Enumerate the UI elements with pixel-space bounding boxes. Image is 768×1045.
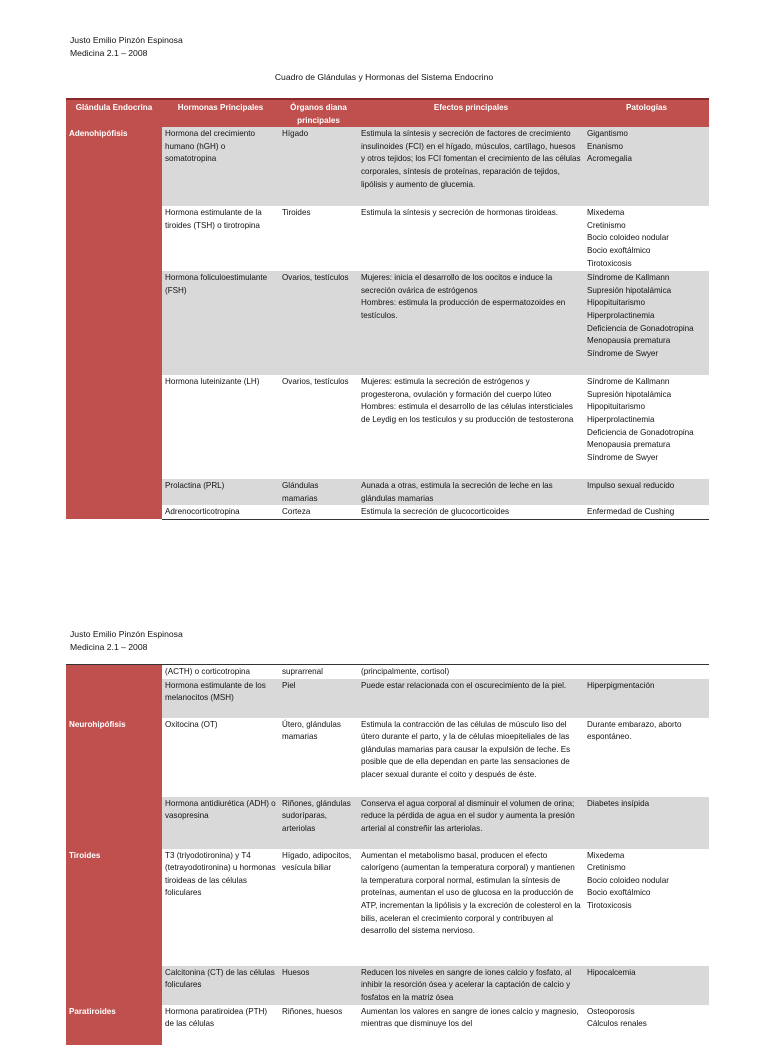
table-header-row [66,99,709,127]
organ-cell: Hígado, adipocitos, vesícula biliar [279,849,358,966]
pathology-cell: Impulso sexual reducido [584,479,709,505]
table-row [66,206,709,271]
hormone-cell: Calcitonina (CT) de las células foliculares [162,966,279,1005]
pathology-cell: Síndrome de Kallmann Supresión hipotalámica Hipopituitarismo Hiperprolactinemia Deficiencia de Gonadotropina Menopausia prematura Síndrome de Swyer [584,271,709,375]
course-name: Medicina 2.1 – 2008 [70,48,148,58]
header-effects: Efectos principales [358,99,584,127]
gland-cell [66,797,162,849]
organ-cell: Riñones, huesos [279,1005,358,1045]
organ-cell: Tiroides [279,206,358,271]
pathology-cell: Osteoporosis Cálculos renales [584,1005,709,1045]
effect-cell: Conserva el agua corporal al disminuir el volumen de orina; reduce la pérdida de agua en el sudor y aumenta la presión arterial al constreñir las arteriolas. [358,797,584,849]
header-pathologies: Patologías [584,99,709,127]
hormone-cell: Hormona foliculoestimulante (FSH) [162,271,279,375]
table-row [66,1005,709,1045]
pathology-cell: Síndrome de Kallmann Supresión hipotalámica Hipopituitarismo Hiperprolactinemia Deficiencia de Gonadotropina Menopausia prematura Síndrome de Swyer [584,375,709,479]
hormone-cell: Hormona estimulante de la tiroides (TSH) o tirotropina [162,206,279,271]
organ-cell: Corteza [279,505,358,519]
hormone-cell: Hormona del crecimiento humano (hGH) o somatotropina [162,127,279,206]
effect-cell: Mujeres: inicia el desarrollo de los oocitos e induce la secreción ovárica de estrógenos Hombres: estimula la producción de espermatozoides en testículos. [358,271,584,375]
pathology-cell: Gigantismo Enanismo Acromegalia [584,127,709,206]
pathology-cell: Diabetes insípida [584,797,709,849]
effect-cell: (principalmente, cortisol) [358,665,584,679]
hormone-cell: Hormona paratiroidea (PTH) de las células [162,1005,279,1045]
hormone-cell: T3 (triyodotironina) y T4 (tetrayodotironina) u hormonas tiroideas de las células foliculares [162,849,279,966]
header-organs: Órganos diana principales [279,99,358,127]
table-row [66,679,709,718]
pathology-cell: Hiperpigmentación [584,679,709,718]
hormone-cell: Adrenocorticotropina [162,505,279,519]
table-row [66,127,709,206]
effect-cell: Mujeres: estimula la secreción de estrógenos y progesterona, ovulación y formación del cuerpo lúteo Hombres: estimula el desarrollo de las células intersticiales de Leydig en los testículos y su producción de testosterona [358,375,584,479]
pathology-cell: Durante embarazo, aborto espontáneo. [584,718,709,797]
gland-cell [66,966,162,1005]
organ-cell: Ovarios, testículos [279,271,358,375]
table-row [66,505,709,519]
organ-cell: Hígado [279,127,358,206]
organ-cell: Glándulas mamarias [279,479,358,505]
page-title: Cuadro de Glándulas y Hormonas del Sistema Endocrino [274,72,494,82]
table-row [66,966,709,1005]
endocrine-table-page1 [66,98,709,520]
header-gland: Glándula Endocrina [66,99,162,127]
pathology-cell: Hipocalcemia [584,966,709,1005]
gland-cell: Tiroides [66,849,162,966]
author-name: Justo Emilio Pinzón Espinosa [70,35,183,45]
gland-cell: Adenohipófisis [66,127,162,519]
pathology-cell [584,665,709,679]
effect-cell: Aumentan los valores en sangre de iones calcio y magnesio, mientras que disminuye los del [358,1005,584,1045]
gland-cell: Paratiroides [66,1005,162,1045]
effect-cell: Estimula la síntesis y secreción de hormonas tiroideas. [358,206,584,271]
hormone-cell: (ACTH) o corticotropina [162,665,279,679]
table-row [66,849,709,966]
course-name: Medicina 2.1 – 2008 [70,642,148,652]
table-row [66,271,709,375]
effect-cell: Estimula la contracción de las células de músculo liso del útero durante el parto, y la de células mioepiteliales de las glándulas mamarias para causar la expulsión de leche. Es posible que de ella dependan en parte las sensaciones de placer sexual durante el coito y después de éste. [358,718,584,797]
table-row [66,479,709,505]
table-row [66,797,709,849]
effect-cell: Estimula la síntesis y secreción de factores de crecimiento insulinoides (FCI) en el hígado, músculos, cartílago, huesos y otros tejidos; los FCI fomentan el crecimiento de las células corporales, síntesis de proteínas, reparación de tejidos, lipólisis y aumento de glucemia. [358,127,584,206]
gland-cell: Neurohipófisis [66,718,162,797]
hormone-cell: Hormona antidiurética (ADH) o vasopresina [162,797,279,849]
organ-cell: Útero, glándulas mamarias [279,718,358,797]
effect-cell: Aunada a otras, estimula la secreción de leche en las glándulas mamarias [358,479,584,505]
effect-cell: Aumentan el metabolismo basal, producen el efecto calorígeno (aumentan la temperatura corporal) y mantienen la temperatura corporal normal, estimulan la síntesis de proteínas, aumentan el uso de glucosa en la producción de ATP, incrementan la lipólisis y la excreción de colesterol en la bilis, aceleran el crecimiento corporal y contribuyen al desarrollo del sistema nervioso. [358,849,584,966]
gland-cell [66,679,162,718]
pathology-cell: Enfermedad de Cushing [584,505,709,519]
hormone-cell: Oxitocina (OT) [162,718,279,797]
pathology-cell: Mixedema Cretinismo Bocio coloideo nodular Bocio exoftálmico Tirotoxicosis [584,206,709,271]
author-name: Justo Emilio Pinzón Espinosa [70,629,183,639]
table-row [66,665,709,679]
gland-cell [66,665,162,679]
effect-cell: Puede estar relacionada con el oscurecimiento de la piel. [358,679,584,718]
effect-cell: Estimula la secreción de glucocorticoides [358,505,584,519]
table-row [66,375,709,479]
table-row [66,718,709,797]
organ-cell: Ovarios, testículos [279,375,358,479]
pathology-cell: Mixedema Cretinismo Bocio coloideo nodular Bocio exoftálmico Tirotoxicosis [584,849,709,966]
header-hormones: Hormonas Principales [162,99,279,127]
organ-cell: Riñones, glándulas sudoríparas, arteriolas [279,797,358,849]
hormone-cell: Hormona estimulante de los melanocitos (MSH) [162,679,279,718]
hormone-cell: Hormona luteinizante (LH) [162,375,279,479]
hormone-cell: Prolactina (PRL) [162,479,279,505]
organ-cell: suprarrenal [279,665,358,679]
endocrine-table-page2 [66,664,709,1045]
effect-cell: Reducen los niveles en sangre de iones calcio y fosfato, al inhibir la resorción ósea y acelerar la captación de calcio y fosfatos en la matriz ósea [358,966,584,1005]
organ-cell: Huesos [279,966,358,1005]
organ-cell: Piel [279,679,358,718]
